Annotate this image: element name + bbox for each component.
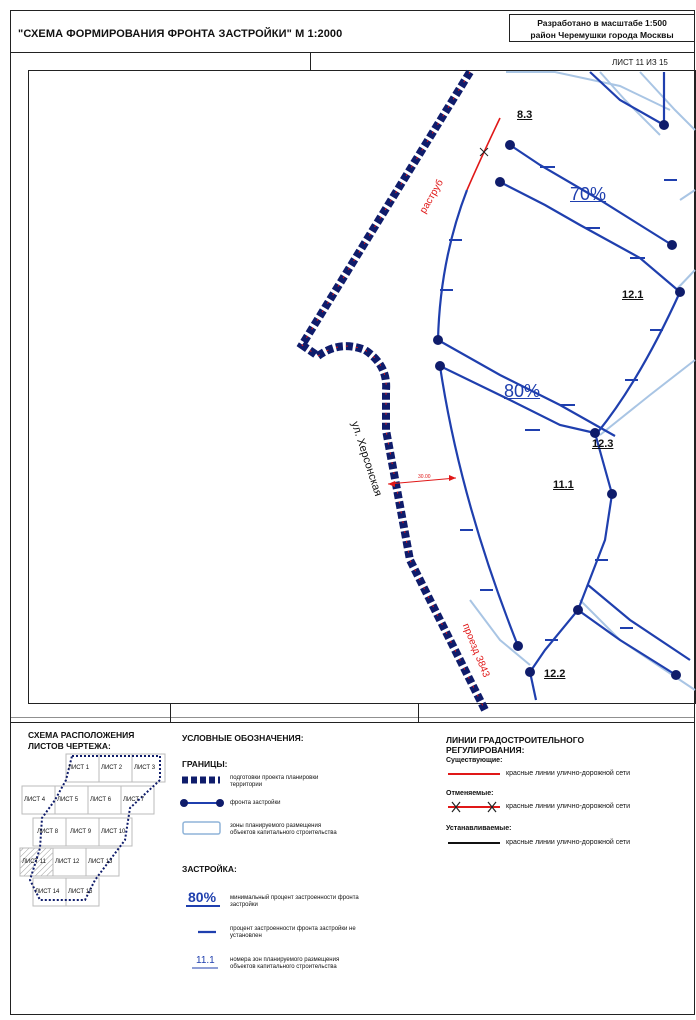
stamp-district-text: район Черемушки города Москвы — [530, 30, 674, 40]
building-fronts — [438, 72, 690, 700]
existing-red-line-text: красные линии улично-дорожной сети — [506, 770, 631, 777]
index-sheet-14: ЛИСТ 14 — [35, 889, 60, 895]
not-set-line1: процент застроенности фронта застройки не — [230, 926, 356, 932]
stamp-scale-text: Разработано в масштабе 1:500 — [537, 18, 667, 28]
legend-min-percent-sample: 80% — [188, 889, 217, 905]
established-red-line-text: красные линии улично-дорожной сети — [506, 839, 631, 846]
index-sheet-12: ЛИСТ 12 — [55, 859, 80, 865]
index-sheet-15: ЛИСТ 15 — [68, 889, 93, 895]
zone-number-text — [230, 957, 339, 971]
index-sheet-10: ЛИСТ 10 — [101, 829, 126, 835]
bound-project-line2: территории — [230, 782, 263, 788]
index-sheet-1: ЛИСТ 1 — [68, 765, 90, 771]
front-points — [433, 120, 685, 680]
front-line — [530, 494, 612, 672]
bound-zones-line1: зоны планируемого размещения — [230, 823, 322, 829]
min-percent-line2: застройки — [230, 902, 258, 908]
legend-zone-number-sample: 11.1 — [196, 955, 215, 966]
street-name-label: ул. Херсонская — [348, 420, 385, 498]
front-line — [590, 72, 664, 125]
bounds-title: ГРАНИЦЫ: — [182, 759, 228, 769]
zone-label-12-3: 12.3 — [592, 438, 614, 450]
boundary-red-center — [302, 72, 486, 712]
front-line — [598, 292, 680, 432]
zone-border — [600, 72, 660, 135]
index-sheet-7: ЛИСТ 7 — [123, 797, 145, 803]
bound-zones-text — [230, 823, 337, 837]
zone-border — [680, 190, 695, 200]
zone-label-11-1: 11.1 — [553, 479, 574, 491]
project-boundary — [302, 72, 486, 712]
index-sheet-3: ЛИСТ 3 — [134, 765, 156, 771]
outer-frame — [11, 11, 695, 1015]
index-sheet-8: ЛИСТ 8 — [37, 829, 59, 835]
street-width-label: 30.00 — [418, 474, 431, 480]
percent-70-label: 70% — [570, 184, 607, 204]
index-sheet-9: ЛИСТ 9 — [70, 829, 92, 835]
index-sheet-13: ЛИСТ 13 — [88, 859, 113, 865]
bound-zones-line2: объектов капитального строительства — [230, 830, 337, 836]
zone-label-12-1: 12.1 — [622, 289, 644, 301]
index-title-line1: СХЕМА РАСПОЛОЖЕНИЯ — [28, 730, 135, 740]
index-sheet-5: ЛИСТ 5 — [57, 797, 79, 803]
index-title-line2: ЛИСТОВ ЧЕРТЕЖА: — [28, 741, 111, 751]
zone-label-12-2: 12.2 — [544, 668, 566, 680]
index-sheet-4: ЛИСТ 4 — [24, 797, 46, 803]
red-line-cross-mark — [480, 148, 488, 156]
zone-number-line1: номера зон планируемого размещения — [230, 957, 340, 963]
front-line — [578, 610, 676, 675]
index-sheet-2: ЛИСТ 2 — [101, 765, 123, 771]
bound-project-text — [230, 775, 318, 789]
sheet-number: ЛИСТ 11 ИЗ 15 — [612, 58, 668, 67]
boundary-line — [302, 72, 486, 712]
not-set-text — [230, 926, 356, 940]
index-sheet-6: ЛИСТ 6 — [90, 797, 112, 803]
legend-front-symbol — [180, 799, 224, 807]
build-title: ЗАСТРОЙКА: — [182, 864, 237, 874]
raspub-label: раструб — [418, 177, 447, 216]
cancelled-heading: Отменяемые: — [446, 790, 494, 797]
map-frame — [29, 71, 696, 704]
cancelled-red-line-text: красные линии улично-дорожной сети — [506, 803, 631, 810]
zone-number-line2: объектов капитального строительства — [230, 964, 337, 970]
legend-zone-symbol — [183, 822, 220, 834]
not-set-line2: установлен — [230, 933, 262, 939]
passage-name-label: проезд 3843 — [459, 622, 492, 680]
zone-border — [640, 72, 695, 130]
zone-label-8-3: 8.3 — [517, 109, 533, 121]
index-sheet-11: ЛИСТ 11 — [22, 859, 46, 865]
bound-project-line1: подготовки проекта планировки — [230, 775, 319, 781]
front-line — [440, 366, 518, 646]
established-heading: Устанавливаемые: — [446, 825, 512, 832]
min-percent-line1: минимальный процент застроенности фронта — [230, 895, 359, 901]
min-percent-text — [230, 895, 359, 909]
red-lines-title-line1: ЛИНИИ ГРАДОСТРОИТЕЛЬНОГО — [446, 735, 585, 745]
conventions-title: УСЛОВНЫЕ ОБОЗНАЧЕНИЯ: — [182, 733, 304, 743]
front-line — [438, 190, 467, 340]
drawing-title: "СХЕМА ФОРМИРОВАНИЯ ФРОНТА ЗАСТРОЙКИ" М 1:2000 — [18, 28, 343, 40]
zone-border — [676, 270, 695, 290]
bound-front-text: фронта застройки — [230, 800, 281, 806]
red-line-existing — [467, 118, 500, 190]
zone-border — [600, 360, 695, 435]
existing-heading: Существующие: — [446, 757, 503, 764]
legend-cancelled-symbol — [448, 802, 500, 812]
percent-80-label: 80% — [504, 381, 541, 401]
red-lines-title-line2: РЕГУЛИРОВАНИЯ: — [446, 745, 525, 755]
